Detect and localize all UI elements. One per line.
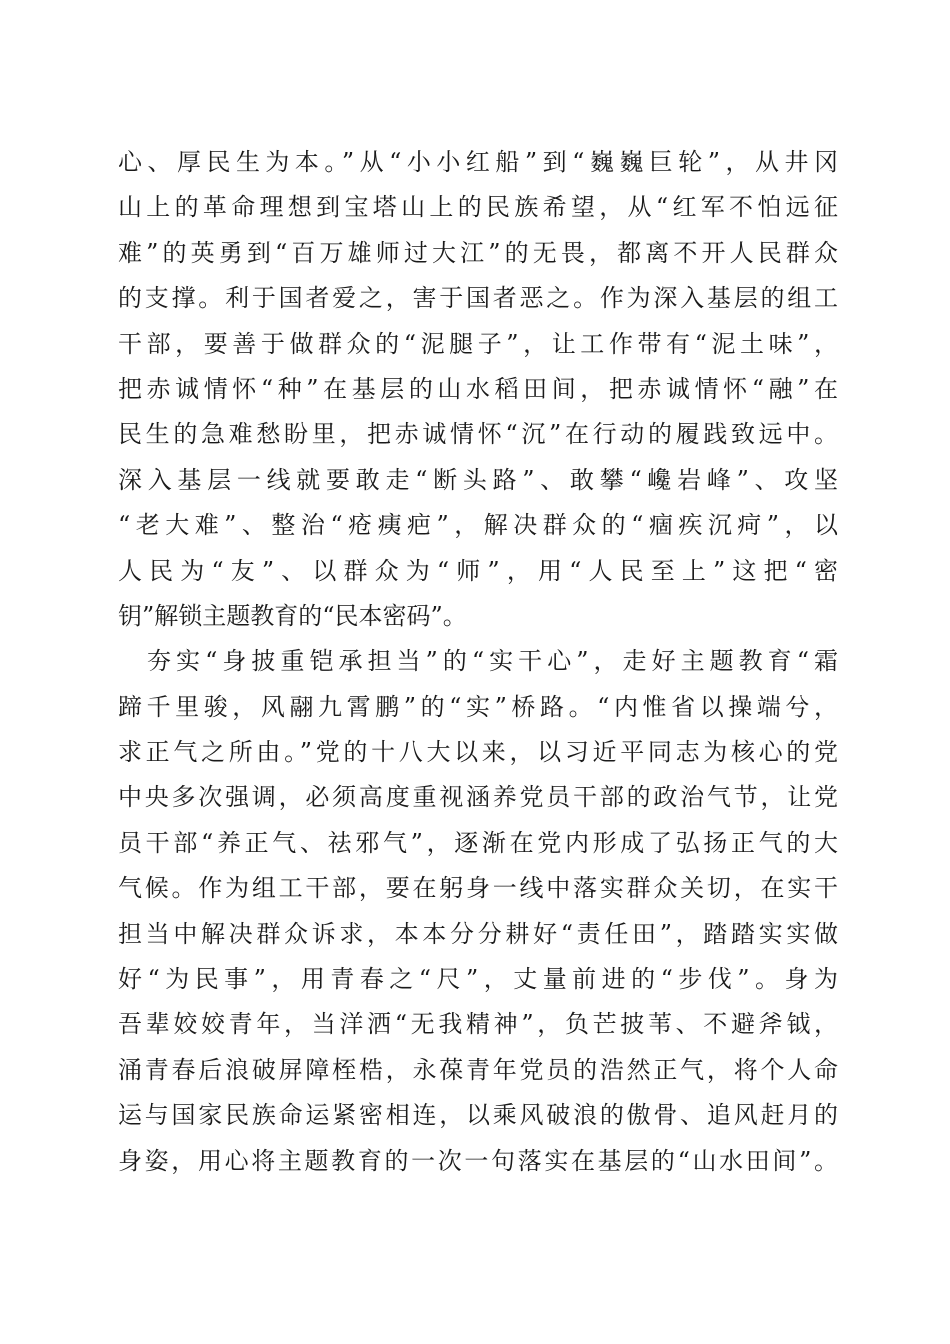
text-line: 中央多次强调，必须高度重视涵养党员干部的政治气节，让党 (118, 783, 838, 812)
body-text (118, 140, 838, 1184)
text-line: 气候。作为组工干部，要在躬身一线中落实群众关切，在实干 (118, 874, 838, 903)
text-line: 深入基层一线就要敢走“断头路”、敢攀“巉岩峰”、攻坚 (118, 465, 838, 494)
text-line: 难”的英勇到“百万雄师过大江”的无畏，都离不开人民群众 (118, 238, 838, 267)
text-line: 身姿，用心将主题教育的一次一句落实在基层的“山水田间”。 (118, 1146, 838, 1175)
text-line: 民生的急难愁盼里，把赤诚情怀“沉”在行动的履践致远中。 (118, 420, 838, 449)
text-line: 山上的革命理想到宝塔山上的民族希望，从“红军不怕远征 (118, 193, 838, 222)
paragraph-2 (118, 639, 838, 1184)
text-line: 涌青春后浪破屏障桎梏，永葆青年党员的浩然正气，将个人命 (118, 1055, 838, 1084)
paragraph-1 (118, 140, 838, 639)
text-line: 心、厚民生为本。”从“小小红船”到“巍巍巨轮”，从井冈 (118, 148, 838, 176)
text-line: 钥”解锁主题教育的“民本密码”。 (118, 601, 467, 630)
text-line: 求正气之所由。”党的十八大以来，以习近平同志为核心的党 (118, 738, 838, 767)
text-line: 担当中解决群众诉求，本本分分耕好“责任田”，踏踏实实做 (118, 919, 838, 948)
text-line: 干部，要善于做群众的“泥腿子”，让工作带有“泥土味”， (118, 329, 838, 358)
text-line: 运与国家民族命运紧密相连，以乘风破浪的傲骨、追风赶月的 (118, 1101, 838, 1130)
text-line: “老大难”、整治“疮痍疤”，解决群众的“痼疾沉疴”，以 (118, 511, 838, 540)
text-line: 人民为“友”、以群众为“师”，用“人民至上”这把“密 (118, 556, 838, 585)
text-line: 蹄千里骏，风翮九霄鹏”的“实”桥路。“内惟省以操端兮， (118, 692, 838, 721)
text-line: 把赤诚情怀“种”在基层的山水稻田间，把赤诚情怀“融”在 (118, 374, 838, 403)
text-line: 好“为民事”，用青春之“尺”，丈量前进的“步伐”。身为 (118, 965, 838, 994)
text-line: 夯实“身披重铠承担当”的“实干心”，走好主题教育“霜 (118, 647, 838, 676)
text-line: 的支撑。利于国者爱之，害于国者恶之。作为深入基层的组工 (118, 284, 838, 313)
text-line: 员干部“养正气、祛邪气”，逐渐在党内形成了弘扬正气的大 (118, 828, 838, 857)
text-line: 吾辈姣姣青年，当洋洒“无我精神”，负芒披苇、不避斧钺， (118, 1010, 838, 1039)
